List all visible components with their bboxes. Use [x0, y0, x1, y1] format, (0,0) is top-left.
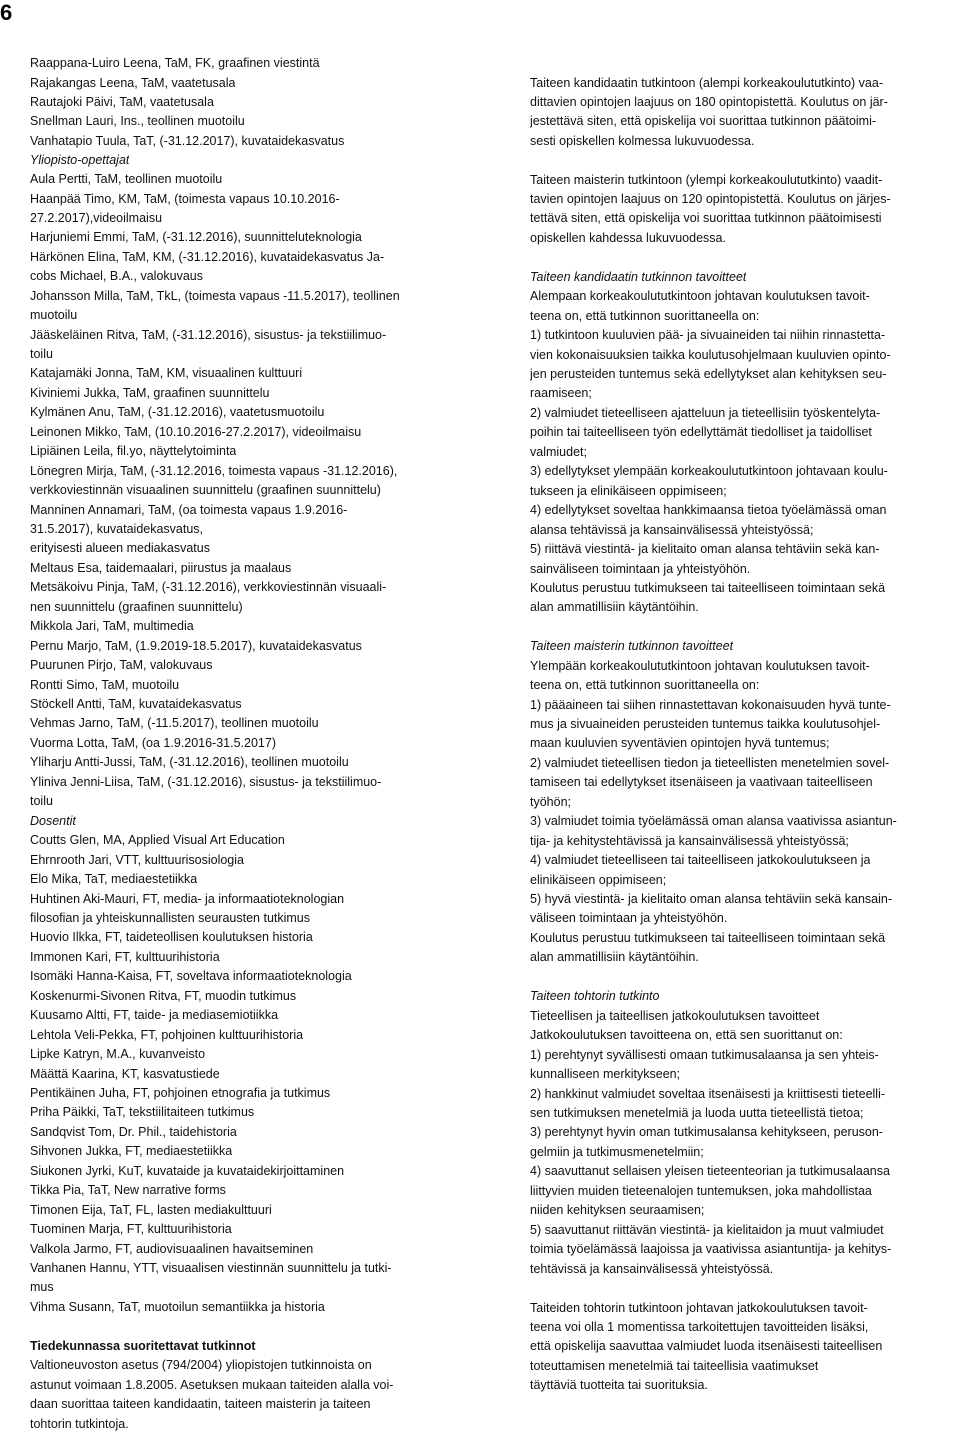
text-line: Tikka Pia, TaT, New narrative forms	[30, 1183, 226, 1197]
text-line: alansa tehtävissä ja kansainvälisessä yhteistyössä;	[530, 523, 814, 537]
text-line: Taiteen maisterin tutkintoon (ylempi korkeakoulututkinto) vaadit-	[530, 173, 883, 187]
section-heading: Taiteen kandidaatin tutkinnon tavoitteet	[530, 270, 747, 284]
text-line: Lipiäinen Leila, fil.yo, näyttelytoiminta	[30, 444, 237, 458]
text-line: astunut voimaan 1.8.2005. Asetuksen mukaan taiteiden alalla voi-	[30, 1378, 394, 1392]
text-line: 1) perehtynyt syvällisesti omaan tutkimusalaansa ja sen yhteis-	[530, 1048, 879, 1062]
text-line: dittavien opintojen laajuus on 180 opintopistettä. Koulutus on jär-	[530, 95, 888, 109]
text-line: 2) hankkinut valmiudet soveltaa itsenäisesti ja kriittisesti tieteelli-	[530, 1087, 886, 1101]
text-line: alan ammatillisiin käytäntöihin.	[530, 950, 699, 964]
text-line: työhön;	[530, 795, 572, 809]
text-line: teena voi olla 1 momentissa tarkoitettujen tavoitteiden lisäksi,	[530, 1320, 869, 1334]
text-line: teena on, että tutkinnon suorittaneella on:	[530, 309, 760, 323]
text-line: Immonen Kari, FT, kulttuurihistoria	[30, 950, 220, 964]
text-line: Kiviniemi Jukka, TaM, graafinen suunnittelu	[30, 386, 270, 400]
text-line: Elo Mika, TaT, mediaestetiikka	[30, 872, 198, 886]
text-line: Priha Päikki, TaT, tekstiilitaiteen tutkimus	[30, 1105, 255, 1119]
text-line: tija- ja kehitystehtävissä ja kansainvälisessä yhteistyössä;	[530, 834, 849, 848]
text-line: Puurunen Pirjo, TaM, valokuvaus	[30, 658, 213, 672]
text-line: Vehmas Jarno, TaM, (-11.5.2017), teollinen muotoilu	[30, 716, 319, 730]
text-line: Harjuniemi Emmi, TaM, (-31.12.2016), suunnitteluteknologia	[30, 230, 362, 244]
text-line: Taiteen kandidaatin tutkintoon (alempi korkeakoulututkinto) vaa-	[530, 76, 883, 90]
text-line: daan suorittaa taiteen kandidaatin, taiteen maisterin ja taiteen	[30, 1397, 371, 1411]
text-line: Pernu Marjo, TaM, (1.9.2019-18.5.2017), kuvataidekasvatus	[30, 639, 362, 653]
text-line: Huovio Ilkka, FT, taideteollisen koulutuksen historia	[30, 930, 313, 944]
text-line: tukseen ja elinikäiseen oppimiseen;	[530, 484, 727, 498]
text-line: Ehrnrooth Jari, VTT, kulttuurisosiologia	[30, 853, 244, 867]
text-line: toteuttamisen menetelmiä tai taiteellisia vaatimukset	[530, 1359, 819, 1373]
text-line: mus ja sivuaineiden perusteiden tuntemus taikka koulutusohjel-	[530, 717, 881, 731]
text-line: 5) riittävä viestintä- ja kielitaito oman alansa tehtäviin sekä kan-	[530, 542, 880, 556]
text-line: Koulutus perustuu tutkimukseen tai taiteelliseen toimintaan sekä	[530, 931, 886, 945]
text-line: Meltaus Esa, taidemaalari, piirustus ja maalaus	[30, 561, 292, 575]
text-line: jen perusteiden tuntemus sekä edellytykset alan kehityksen seu-	[530, 367, 887, 381]
text-line: Vanhanen Hannu, YTT, visuaalisen viestinnän suunnittelu ja tutki-	[30, 1261, 392, 1275]
text-line: cobs Michael, B.A., valokuvaus	[30, 269, 203, 283]
text-line: Rautajoki Päivi, TaM, vaatetusala	[30, 95, 214, 109]
text-line: Leinonen Mikko, TaM, (10.10.2016-27.2.2017), videoilmaisu	[30, 425, 362, 439]
text-line: tehtävissä ja kansainvälisessä yhteistyössä.	[530, 1262, 774, 1276]
text-line: Tuominen Marja, FT, kulttuurihistoria	[30, 1222, 232, 1236]
text-line: Lönegren Mirja, TaM, (-31.12.2016, toimesta vapaus -31.12.2016),	[30, 464, 398, 478]
text-line: 27.2.2017),videoilmaisu	[30, 211, 163, 225]
text-line: sainväliseen toimintaan ja yhteistyöhön.	[530, 562, 751, 576]
text-line: Timonen Eija, TaT, FL, lasten mediakulttuuri	[30, 1203, 272, 1217]
text-line: Yliniva Jenni-Liisa, TaM, (-31.12.2016), sisustus- ja tekstiilimuo-	[30, 775, 382, 789]
text-line: Vuorma Lotta, TaM, (oa 1.9.2016-31.5.2017)	[30, 736, 276, 750]
text-line: Snellman Lauri, Ins., teollinen muotoilu	[30, 114, 245, 128]
text-line: sesti opiskellen kolmessa lukuvuodessa.	[530, 134, 755, 148]
text-line: maan kuuluvien syventävien opintojen hyvä tuntemus;	[530, 736, 830, 750]
text-line: Coutts Glen, MA, Applied Visual Art Education	[30, 833, 285, 847]
text-line: opiskellen kahdessa lukuvuodessa.	[530, 231, 726, 245]
text-line: muotoilu	[30, 308, 78, 322]
text-line: nen suunnittelu (graafinen suunnittelu)	[30, 600, 243, 614]
text-line: valmiudet;	[530, 445, 587, 459]
text-line: 3) valmiudet toimia työelämässä oman alansa vaativissa asiantun-	[530, 814, 897, 828]
text-line: Sandqvist Tom, Dr. Phil., taidehistoria	[30, 1125, 237, 1139]
text-line: elinikäiseen oppimiseen;	[530, 873, 667, 887]
text-line: tamiseen tai edellytykset itsenäiseen ja vaativaan taiteelliseen	[530, 775, 873, 789]
text-line: Kylmänen Anu, TaM, (-31.12.2016), vaatetusmuotoilu	[30, 405, 325, 419]
text-line: verkkoviestinnän visuaalinen suunnittelu (graafinen suunnittelu)	[30, 483, 381, 497]
text-line: Taiteiden tohtorin tutkintoon johtavan jatkokoulutuksen tavoit-	[530, 1301, 868, 1315]
text-line: Rajakangas Leena, TaM, vaatetusala	[30, 76, 236, 90]
text-line: Stöckell Antti, TaM, kuvataidekasvatus	[30, 697, 242, 711]
text-line: Rontti Simo, TaM, muotoilu	[30, 678, 180, 692]
section-heading: Taiteen maisterin tutkinnon tavoitteet	[530, 639, 734, 653]
text-line: Tieteellisen ja taiteellisen jatkokoulutuksen tavoitteet	[530, 1009, 820, 1023]
text-line: Huhtinen Aki-Mauri, FT, media- ja informaatioteknologian	[30, 892, 345, 906]
text-line: liittyvien muiden tieteenalojen tuntemuksen, joka mahdollistaa	[530, 1184, 872, 1198]
text-line: Härkönen Elina, TaM, KM, (-31.12.2016), kuvataidekasvatus Ja-	[30, 250, 385, 264]
text-line: 31.5.2017), kuvataidekasvatus,	[30, 522, 204, 536]
text-line: Alempaan korkeakoulututkintoon johtavan koulutuksen tavoit-	[530, 289, 870, 303]
text-line: kunnalliseen merkitykseen;	[530, 1067, 681, 1081]
page-number: 6	[0, 0, 13, 25]
text-line: Raappana-Luiro Leena, TaM, FK, graafinen viestintä	[30, 56, 320, 70]
text-line: Metsäkoivu Pinja, TaM, (-31.12.2016), verkkoviestinnän visuaali-	[30, 580, 387, 594]
text-line: Valkola Jarmo, FT, audiovisuaalinen havaitseminen	[30, 1242, 314, 1256]
text-line: Koulutus perustuu tutkimukseen tai taiteelliseen toimintaan sekä	[530, 581, 886, 595]
text-line: Aula Pertti, TaM, teollinen muotoilu	[30, 172, 223, 186]
text-line: Isomäki Hanna-Kaisa, FT, soveltava informaatioteknologia	[30, 969, 352, 983]
text-line: vien kokonaisuuksien taikka koulutusohjelmaan kuuluvien opinto-	[530, 348, 891, 362]
text-line: Katajamäki Jonna, TaM, KM, visuaalinen kulttuuri	[30, 366, 303, 380]
text-line: Yliharju Antti-Jussi, TaM, (-31.12.2016), teollinen muotoilu	[30, 755, 349, 769]
text-line: 4) edellytykset soveltaa hankkimaansa tietoa työelämässä oman	[530, 503, 887, 517]
text-line: Koskenurmi-Sivonen Ritva, FT, muodin tutkimus	[30, 989, 297, 1003]
text-line: 2) valmiudet tieteellisen tiedon ja tieteellisten menetelmien sovel-	[530, 756, 890, 770]
text-line: filosofian ja yhteiskunnallisten seurausten tutkimus	[30, 911, 311, 925]
section-heading: Dosentit	[30, 814, 76, 828]
text-line: Lehtola Veli-Pekka, FT, pohjoinen kulttuurihistoria	[30, 1028, 304, 1042]
text-line: 5) saavuttanut riittävän viestintä- ja kielitaidon ja muut valmiudet	[530, 1223, 884, 1237]
text-line: teena on, että tutkinnon suorittaneella on:	[530, 678, 760, 692]
section-heading: Yliopisto-opettajat	[30, 153, 130, 167]
text-line: alan ammatillisiin käytäntöihin.	[530, 600, 699, 614]
text-line: tavien opintojen laajuus on 120 opintopistettä. Koulutus on järjes-	[530, 192, 891, 206]
text-line: tettävä siten, että opiskelija voi suorittaa tutkinnon päätoimisesti	[530, 211, 882, 225]
text-line: poihin tai taiteelliseen työn edellyttämät tiedolliset ja taidolliset	[530, 425, 872, 439]
text-line: Vihma Susann, TaT, muotoilun semantiikka ja historia	[30, 1300, 325, 1314]
text-line: Manninen Annamari, TaM, (oa toimesta vapaus 1.9.2016-	[30, 503, 348, 517]
text-line: Mikkola Jari, TaM, multimedia	[30, 619, 194, 633]
text-line: Vanhatapio Tuula, TaT, (-31.12.2017), kuvataidekasvatus	[30, 134, 345, 148]
text-line: täyttäviä tuotteita tai suorituksia.	[530, 1378, 708, 1392]
text-line: väliseen toimintaan ja yhteistyöhön.	[530, 911, 728, 925]
section-heading: Tiedekunnassa suoritettavat tutkinnot	[30, 1339, 256, 1353]
text-line: tohtorin tutkintoja.	[30, 1417, 129, 1431]
section-heading: Taiteen tohtorin tutkinto	[530, 989, 660, 1003]
text-line: mus	[30, 1280, 54, 1294]
text-line: 5) hyvä viestintä- ja kielitaito oman alansa tehtäviin sekä kansain-	[530, 892, 892, 906]
text-line: toilu	[30, 347, 53, 361]
text-line: että opiskelija saavuttaa valmiudet luoda itsenäisesti taiteellisen	[530, 1339, 883, 1353]
text-line: sen tutkimuksen menetelmiä ja luoda uutta tieteellistä tietoa;	[530, 1106, 864, 1120]
text-line: Jatkokoulutuksen tavoitteena on, että sen suorittanut on:	[530, 1028, 843, 1042]
text-line: Kuusamo Altti, FT, taide- ja mediasemiotiikka	[30, 1008, 279, 1022]
text-line: Valtioneuvoston asetus (794/2004) yliopistojen tutkinnoista on	[30, 1358, 372, 1372]
text-line: 4) saavuttanut sellaisen yleisen tieteenteorian ja tutkimusalaansa	[530, 1164, 890, 1178]
text-line: Siukonen Jyrki, KuT, kuvataide ja kuvataidekirjoittaminen	[30, 1164, 345, 1178]
text-line: Ylempään korkeakoulututkintoon johtavan koulutuksen tavoit-	[530, 659, 870, 673]
text-line: Määttä Kaarina, KT, kasvatustiede	[30, 1067, 220, 1081]
text-line: 1) pääaineen tai siihen rinnastettavan kokonaisuuden hyvä tunte-	[530, 698, 891, 712]
text-line: toimia työelämässä laajoissa ja vaativissa asiantuntija- ja kehitys-	[530, 1242, 892, 1256]
text-line: 2) valmiudet tieteelliseen ajatteluun ja tieteellisiin työskentelyta-	[530, 406, 881, 420]
text-line: Lipke Katryn, M.A., kuvanveisto	[30, 1047, 206, 1061]
text-line: 3) perehtynyt hyvin oman tutkimusalansa kehitykseen, peruson-	[530, 1125, 883, 1139]
text-line: 4) valmiudet tieteelliseen tai taiteelliseen jatkokoulutukseen ja	[530, 853, 871, 867]
text-line: Pentikäinen Juha, FT, pohjoinen etnografia ja tutkimus	[30, 1086, 331, 1100]
text-line: 3) edellytykset ylempään korkeakoulututkintoon johtavaan koulu-	[530, 464, 888, 478]
text-line: jestettävä siten, että opiskelija voi suorittaa tutkinnon päätoimi-	[530, 114, 877, 128]
text-line: erityisesti alueen mediakasvatus	[30, 541, 210, 555]
text-line: Johansson Milla, TaM, TkL, (toimesta vapaus -11.5.2017), teollinen	[30, 289, 400, 303]
text-line: Jääskeläinen Ritva, TaM, (-31.12.2016), sisustus- ja tekstiilimuo-	[30, 328, 387, 342]
text-line: raamiseen;	[530, 386, 592, 400]
text-line: niiden kehityksen seuraamisen;	[530, 1203, 705, 1217]
text-line: toilu	[30, 794, 53, 808]
text-line: gelmiin ja tutkimusmenetelmiin;	[530, 1145, 704, 1159]
text-line: 1) tutkintoon kuuluvien pää- ja sivuaineiden tai niihin rinnastetta-	[530, 328, 886, 342]
text-line: Haanpää Timo, KM, TaM, (toimesta vapaus 10.10.2016-	[30, 192, 340, 206]
text-line: Sihvonen Jukka, FT, mediaestetiikka	[30, 1144, 233, 1158]
